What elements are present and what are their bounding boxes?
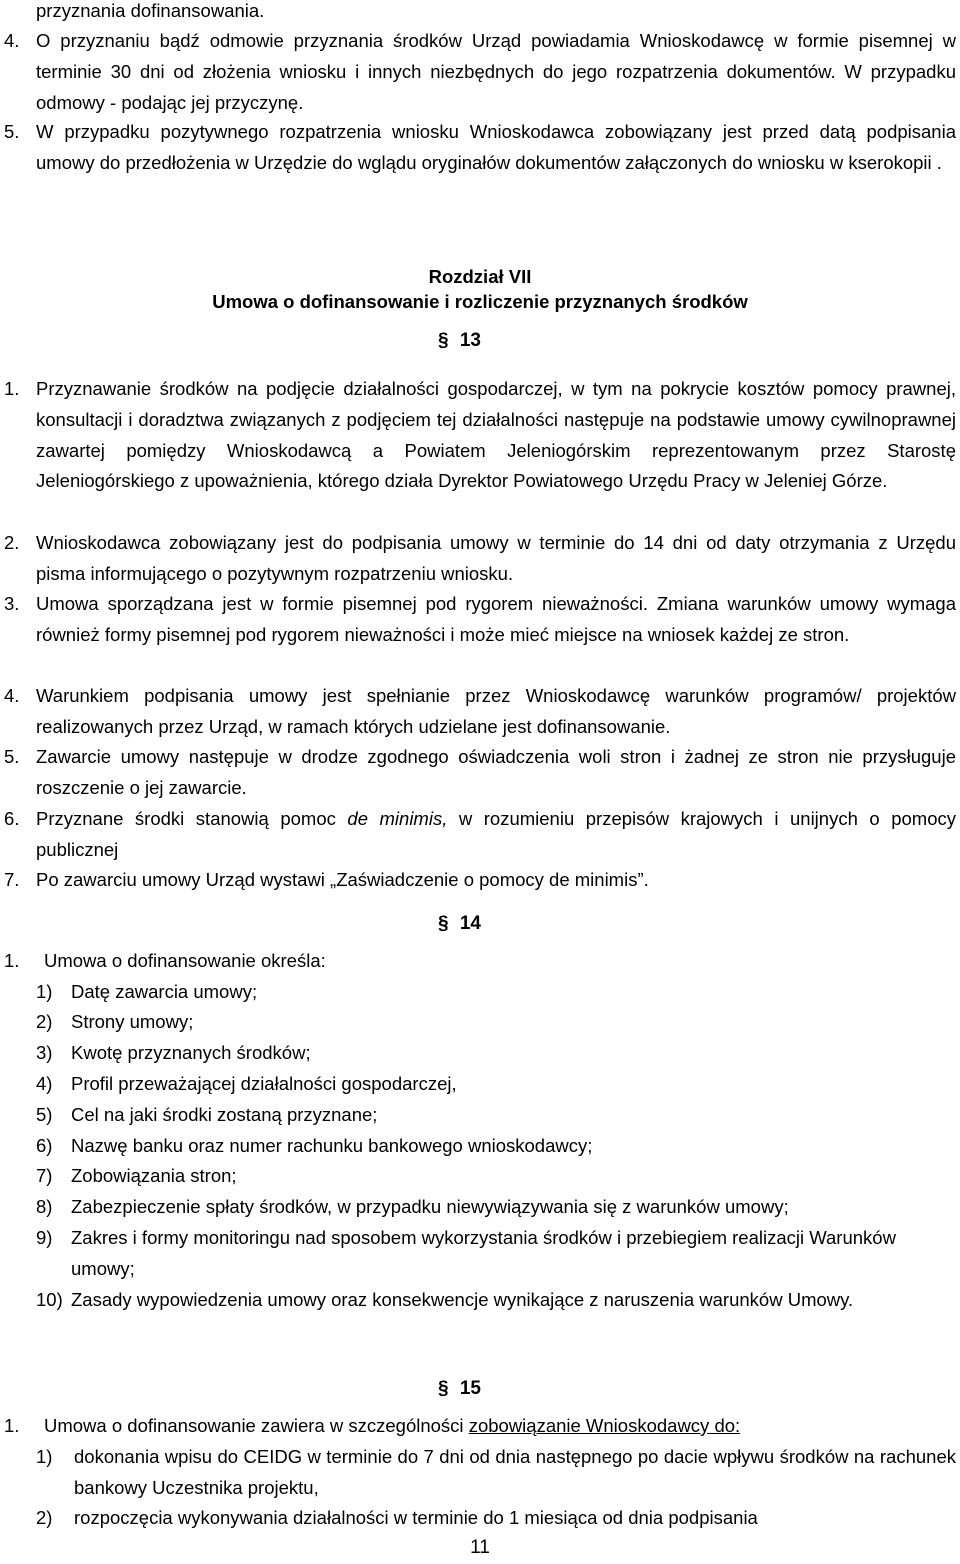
paragraph-number: 14	[459, 913, 481, 934]
paragraph-number: 13	[459, 330, 481, 351]
sub-item-text: Kwotę przyznanych środków;	[71, 1042, 311, 1063]
item-text: Umowa o dofinansowanie określa:	[44, 950, 326, 971]
sub-list-item	[36, 1285, 956, 1316]
sub-item-number: 7)	[36, 1165, 53, 1186]
sub-item-text: Nazwę banku oraz numer rachunku bankowego wnioskodawcy;	[71, 1135, 593, 1156]
item-number: 5.	[4, 746, 20, 767]
paragraph-heading-13	[438, 330, 481, 352]
list-item	[4, 117, 956, 179]
list-item	[4, 528, 956, 590]
section-sign: §	[438, 330, 449, 351]
sub-item-number: 2)	[36, 1011, 53, 1032]
sub-item-text: Cel na jaki środki zostaną przyznane;	[71, 1104, 378, 1125]
sub-item-number: 6)	[36, 1135, 53, 1156]
sub-item-number: 1)	[36, 981, 53, 1002]
paragraph-number: 15	[459, 1378, 481, 1399]
item-number: 1.	[4, 1415, 20, 1436]
page-number: 11	[470, 1537, 490, 1558]
item-text: Zawarcie umowy następuje w drodze zgodnego oświadczenia woli stron i żadnej ze stron nie przysługuje roszczenie o jej zawarcie.	[36, 746, 956, 798]
sub-item-text: Profil przeważającej działalności gospodarczej,	[71, 1073, 457, 1094]
de-minimis-italic: de minimis,	[347, 808, 448, 829]
chapter-subtitle: Umowa o dofinansowanie i rozliczenie przyznanych środków	[212, 291, 748, 312]
sub-item-text: Zabezpieczenie spłaty środków, w przypadku niewywiązywania się z warunków umowy;	[71, 1196, 789, 1217]
item-number: 4.	[4, 685, 20, 706]
item-text: Warunkiem podpisania umowy jest spełnianie przez Wnioskodawcę warunków programów/ projektów realizowanych przez Urząd, w ramach których udzielane jest dofinansowanie.	[36, 685, 956, 737]
item-text-part: Umowa o dofinansowanie zawiera w szczególności	[44, 1415, 469, 1436]
sub-item-text: rozpoczęcia wykonywania działalności w terminie do 1 miesiąca od dnia podpisania	[74, 1507, 758, 1528]
item-number: 1.	[4, 378, 20, 399]
underlined-text: zobowiązanie Wnioskodawcy do:	[468, 1415, 741, 1436]
sub-list-item	[36, 1100, 956, 1131]
list-item	[4, 26, 956, 118]
sub-list-item	[36, 1131, 956, 1162]
sub-item-number: 9)	[36, 1227, 53, 1248]
chapter-title: Rozdział VII	[428, 266, 532, 287]
item-number: 2.	[4, 532, 20, 553]
item-text-part: Przyznane środki stanowią pomoc	[36, 808, 348, 829]
sub-item-text: Datę zawarcia umowy;	[71, 981, 258, 1002]
list-item	[4, 681, 956, 743]
sub-item-text: dokonania wpisu do CEIDG w terminie do 7 dni od dnia następnego po dacie wpływu środków na rachunek bankowy Uczestnika projektu,	[74, 1446, 956, 1498]
sub-list-item	[36, 1069, 956, 1100]
sub-item-text: Zasady wypowiedzenia umowy oraz konsekwencje wynikające z naruszenia warunków Umowy.	[71, 1289, 854, 1310]
sub-list-item	[36, 1503, 956, 1534]
sub-item-text: Strony umowy;	[71, 1011, 194, 1032]
list-item	[4, 804, 956, 866]
sub-item-text: Zobowiązania stron;	[71, 1165, 237, 1186]
list-item	[4, 946, 956, 977]
item-number: 7.	[4, 869, 20, 890]
list-item	[4, 374, 956, 497]
item-text: Umowa sporządzana jest w formie pisemnej pod rygorem nieważności. Zmiana warunków umowy wymaga również formy pisemnej pod rygorem nieważności i może mieć miejsce na wniosek każdej ze stron.	[36, 593, 956, 645]
list-item	[4, 865, 956, 896]
sub-item-text: Zakres i formy monitoringu nad sposobem wykorzystania środków i przebiegiem realizacji Warunków umowy;	[71, 1227, 896, 1279]
sub-list-item	[36, 977, 956, 1008]
paragraph-heading-15	[438, 1378, 481, 1400]
item-text: Po zawarciu umowy Urząd wystawi „Zaświadczenie o pomocy de minimis”.	[36, 869, 649, 890]
sub-item-number: 4)	[36, 1073, 53, 1094]
item-text: Przyznawanie środków na podjęcie działalności gospodarczej, w tym na pokrycie kosztów pomocy prawnej, konsultacji i doradztwa związanych z podjęciem tej działalności następuje na podstawie umowy cywilnoprawnej zawartej pomiędzy Wnioskodawcą a Powiatem Jeleniogórskim reprezentowanym przez Starostę Jeleniogórskiego z upoważnienia, którego działa Dyrektor Powiatowego Urzędu Pracy w Jeleniej Górze.	[36, 378, 956, 492]
sub-item-number: 2)	[36, 1507, 53, 1528]
item-text-part: w rozumieniu przepisów krajowych i unijnych o pomocy publicznej	[36, 808, 956, 860]
list-item	[4, 589, 956, 651]
continuation-text: przyznania dofinansowania.	[36, 0, 265, 21]
sub-item-number: 1)	[36, 1446, 53, 1467]
sub-list-item	[36, 1038, 956, 1069]
item-number: 3.	[4, 593, 20, 614]
item-text	[44, 1411, 956, 1442]
item-number: 4.	[4, 30, 20, 51]
item-number: 1.	[4, 950, 20, 971]
section-sign: §	[438, 913, 449, 934]
list-item	[4, 1411, 956, 1442]
paragraph-heading-14	[438, 913, 481, 935]
item-text: W przypadku pozytywnego rozpatrzenia wniosku Wnioskodawca zobowiązany jest przed datą podpisania umowy do przedłożenia w Urzędzie do wglądu oryginałów dokumentów załączonych do wniosku w kserokopii .	[36, 121, 956, 173]
sub-item-number: 5)	[36, 1104, 53, 1125]
sub-list-item	[36, 1192, 956, 1223]
item-number: 6.	[4, 808, 20, 829]
sub-item-number: 3)	[36, 1042, 53, 1063]
item-text: Wnioskodawca zobowiązany jest do podpisania umowy w terminie do 14 dni od daty otrzymania z Urzędu pisma informującego o pozytywnym rozpatrzeniu wniosku.	[36, 532, 956, 584]
sub-list-item	[36, 1161, 956, 1192]
sub-item-number: 8)	[36, 1196, 53, 1217]
sub-list-item	[36, 1223, 956, 1285]
sub-item-number: 10)	[36, 1289, 63, 1310]
item-number: 5.	[4, 121, 20, 142]
sub-list-item	[36, 1007, 956, 1038]
list-item	[4, 742, 956, 804]
section-sign: §	[438, 1378, 449, 1399]
item-text	[36, 804, 956, 866]
item-text: O przyznaniu bądź odmowie przyznania środków Urząd powiadamia Wnioskodawcę w formie pisemnej w terminie 30 dni od złożenia wniosku i innych niezbędnych do jego rozpatrzenia dokumentów. W przypadku odmowy - podając jej przyczynę.	[36, 30, 956, 113]
continuation-line	[4, 0, 956, 27]
sub-list-item	[36, 1442, 956, 1504]
